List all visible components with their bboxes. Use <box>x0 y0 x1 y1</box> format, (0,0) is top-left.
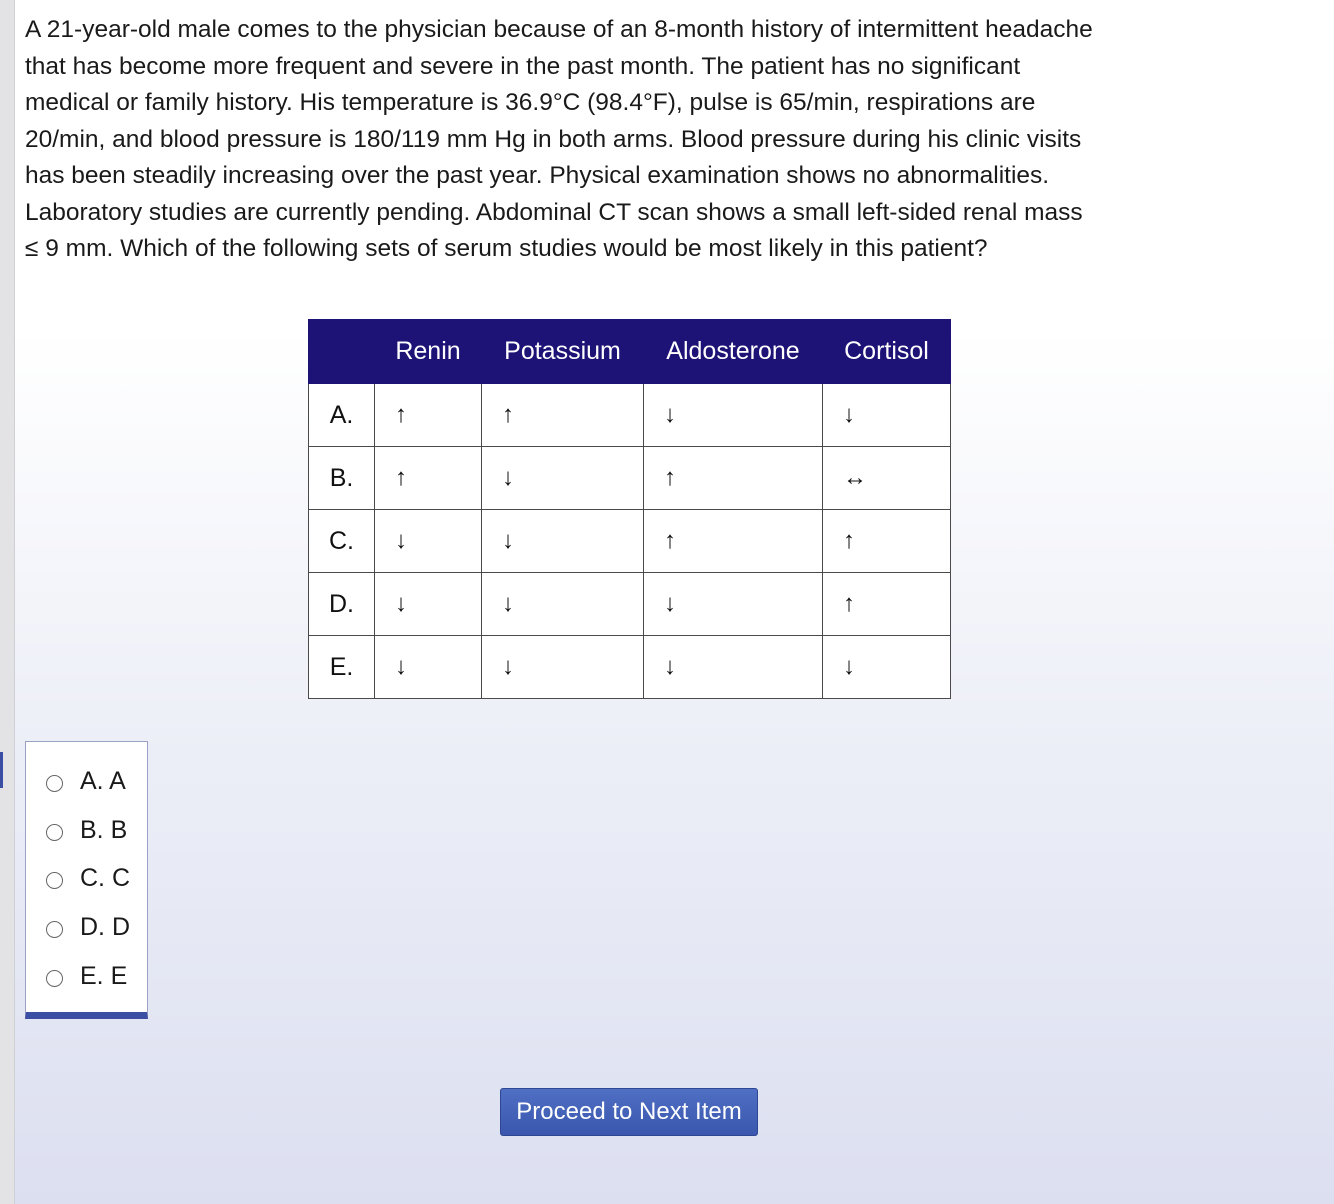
answer-option-label[interactable]: E. E <box>80 961 128 990</box>
row-label: A. <box>309 384 375 447</box>
radio-button[interactable] <box>46 775 63 792</box>
potassium-arrow-icon: ↓ <box>482 573 644 636</box>
cortisol-arrow-icon: ↔ <box>823 447 951 510</box>
cortisol-arrow-icon: ↓ <box>823 636 951 699</box>
table-row <box>309 573 951 636</box>
aldosterone-arrow-icon: ↓ <box>644 573 823 636</box>
radio-button[interactable] <box>46 921 63 938</box>
left-sidebar-rail <box>0 0 15 1204</box>
answer-option-d[interactable] <box>46 909 130 945</box>
header-aldosterone: Aldosterone <box>644 320 823 384</box>
header-potassium: Potassium <box>482 320 644 384</box>
table-row <box>309 510 951 573</box>
cortisol-arrow-icon: ↑ <box>823 573 951 636</box>
renin-arrow-icon: ↑ <box>375 447 482 510</box>
header-cortisol: Cortisol <box>823 320 951 384</box>
serum-studies-table <box>308 319 951 699</box>
sidebar-selection-marker <box>0 752 3 788</box>
radio-button[interactable] <box>46 872 63 889</box>
row-label: C. <box>309 510 375 573</box>
row-label: B. <box>309 447 375 510</box>
renin-arrow-icon: ↓ <box>375 636 482 699</box>
renin-arrow-icon: ↓ <box>375 573 482 636</box>
potassium-arrow-icon: ↓ <box>482 510 644 573</box>
aldosterone-arrow-icon: ↑ <box>644 510 823 573</box>
header-option-label <box>309 320 375 384</box>
answer-option-label[interactable]: D. D <box>80 912 130 941</box>
answer-choices <box>25 741 148 1019</box>
radio-button[interactable] <box>46 824 63 841</box>
proceed-next-item-button[interactable]: Proceed to Next Item <box>500 1088 758 1136</box>
cortisol-arrow-icon: ↓ <box>823 384 951 447</box>
answer-option-c[interactable] <box>46 860 130 896</box>
answer-option-label[interactable]: B. B <box>80 815 128 844</box>
table-row <box>309 384 951 447</box>
header-renin: Renin <box>375 320 482 384</box>
aldosterone-arrow-icon: ↓ <box>644 636 823 699</box>
table-row <box>309 636 951 699</box>
table-header-row <box>309 320 951 384</box>
question-stem: A 21-year-old male comes to the physician because of an 8-month history of intermittent headache that has become more frequent and severe in the past month. The patient has no significant medical or family history. His temperature is 36.9°C (98.4°F), pulse is 65/min, respirations are 20/min, and blood pressure is 180/119 mm Hg in both arms. Blood pressure during his clinic visits has been steadily increasing over the past year. Physical examination shows no abnormalities. Laboratory studies are currently pending. Abdominal CT scan shows a small left-sided renal mass ≤ 9 mm. Which of the following sets of serum studies would be most likely in this patient? <box>25 16 1093 262</box>
answer-option-a[interactable] <box>46 763 126 799</box>
answer-option-label[interactable]: A. A <box>80 766 126 795</box>
renin-arrow-icon: ↑ <box>375 384 482 447</box>
radio-button[interactable] <box>46 970 63 987</box>
potassium-arrow-icon: ↑ <box>482 384 644 447</box>
cortisol-arrow-icon: ↑ <box>823 510 951 573</box>
potassium-arrow-icon: ↓ <box>482 447 644 510</box>
row-label: D. <box>309 573 375 636</box>
answer-option-label[interactable]: C. C <box>80 863 130 892</box>
aldosterone-arrow-icon: ↑ <box>644 447 823 510</box>
answer-option-e[interactable] <box>46 958 127 994</box>
row-label: E. <box>309 636 375 699</box>
renin-arrow-icon: ↓ <box>375 510 482 573</box>
table-row <box>309 447 951 510</box>
answer-option-b[interactable] <box>46 812 127 848</box>
aldosterone-arrow-icon: ↓ <box>644 384 823 447</box>
potassium-arrow-icon: ↓ <box>482 636 644 699</box>
